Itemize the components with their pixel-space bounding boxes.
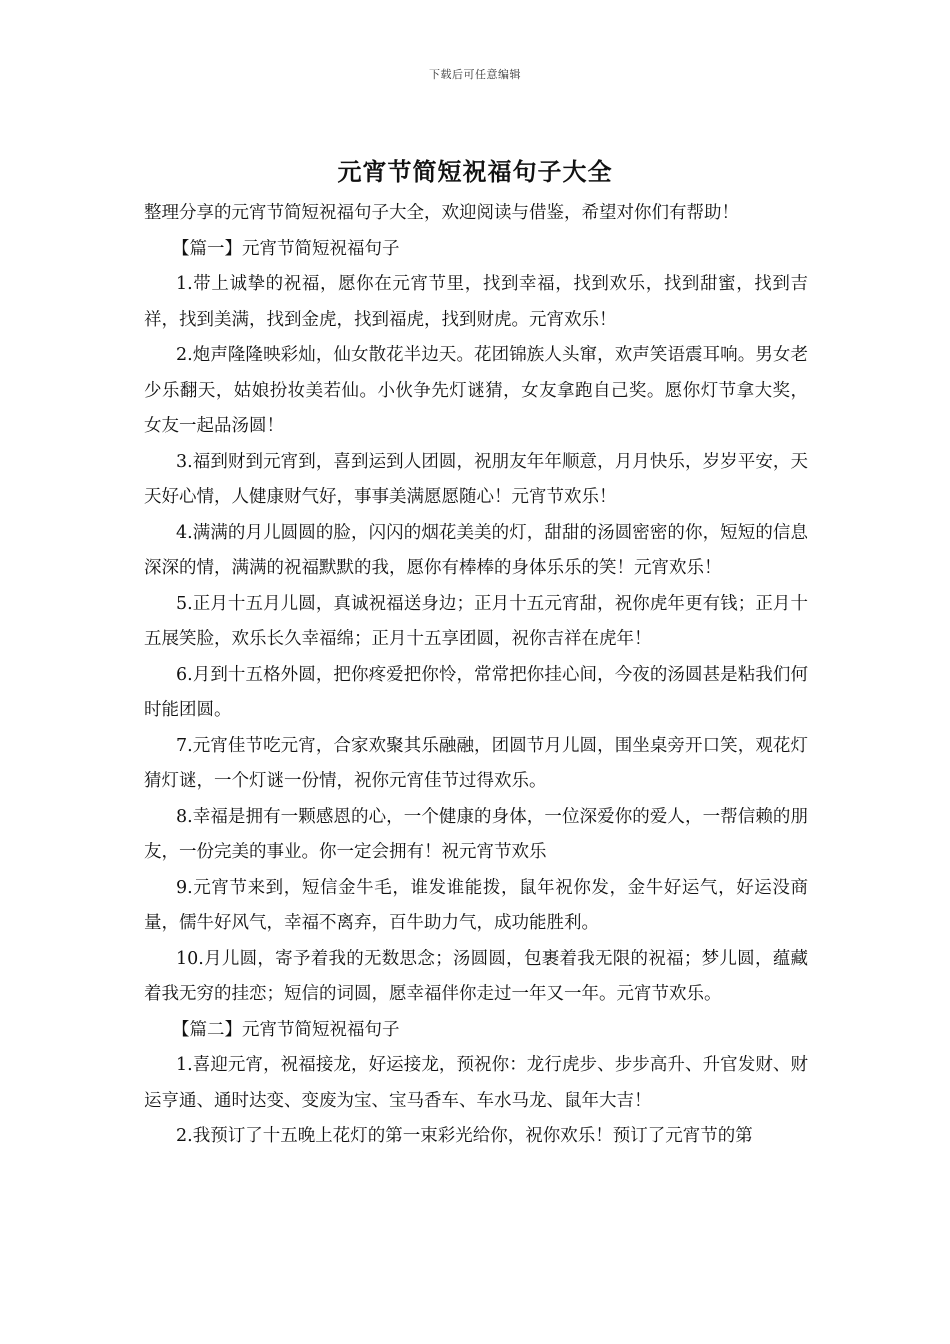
blessing-item: 6.月到十五格外圆，把你疼爱把你怜，常常把你挂心间，今夜的汤圆甚是粘我们何时能团圆。 (144, 664, 808, 720)
header-note: 下载后可任意编辑 (429, 68, 521, 81)
blessing-item: 8.幸福是拥有一颗感恩的心，一个健康的身体，一位深爱你的爱人，一帮信赖的朋友，一份完美的事业。你一定会拥有！祝元宵节欢乐 (144, 806, 808, 862)
blessing-item: 1.喜迎元宵，祝福接龙，好运接龙，预祝你：龙行虎步、步步高升、升官发财、财运亨通、通时达变、变废为宝、宝马香车、车水马龙、鼠年大吉！ (144, 1055, 808, 1111)
section-heading-2: 【篇二】元宵节简短祝福句子 (172, 1019, 400, 1040)
intro-paragraph: 整理分享的元宵节简短祝福句子大全，欢迎阅读与借鉴，希望对你们有帮助！ (144, 203, 739, 223)
blessing-item: 10.月儿圆，寄予着我的无数思念；汤圆圆，包裹着我无限的祝福；梦儿圆，蕴藏着我无穷的挂恋；短信的词圆，愿幸福伴你走过一年又一年。元宵节欢乐。 (144, 948, 808, 1004)
blessing-item: 9.元宵节来到，短信金牛毛，谁发谁能拨，鼠年祝你发，金牛好运气，好运没商量，儒牛好风气，幸福不离弃，百牛助力气，成功能胜利。 (144, 877, 808, 933)
section-heading-1: 【篇一】元宵节简短祝福句子 (172, 238, 400, 259)
blessing-item: 2.我预订了十五晚上花灯的第一束彩光给你，祝你欢乐！预订了元宵节的第 (176, 1126, 753, 1146)
blessing-item: 4.满满的月儿圆圆的脸，闪闪的烟花美美的灯，甜甜的汤圆密密的你，短短的信息深深的情，满满的祝福默默的我，愿你有棒棒的身体乐乐的笑！元宵欢乐！ (144, 522, 808, 578)
document-body (144, 196, 808, 1155)
blessing-item: 7.元宵佳节吃元宵，合家欢聚其乐融融，团圆节月儿圆，围坐桌旁开口笑，观花灯猜灯谜，一个灯谜一份情，祝你元宵佳节过得欢乐。 (144, 735, 808, 791)
blessing-item: 5.正月十五月儿圆，真诚祝福送身边；正月十五元宵甜，祝你虎年更有钱；正月十五展笑脸，欢乐长久幸福绵；正月十五享团圆，祝你吉祥在虎年！ (144, 593, 808, 649)
blessing-item: 1.带上诚挚的祝福，愿你在元宵节里，找到幸福，找到欢乐，找到甜蜜，找到吉祥，找到美满，找到金虎，找到福虎，找到财虎。元宵欢乐！ (144, 274, 808, 330)
blessing-item: 3.福到财到元宵到，喜到运到人团圆，祝朋友年年顺意，月月快乐，岁岁平安，天天好心情，人健康财气好，事事美满愿愿随心！元宵节欢乐！ (144, 451, 808, 507)
document-title: 元宵节简短祝福句子大全 (337, 157, 613, 186)
blessing-item: 2.炮声隆隆映彩灿，仙女散花半边天。花团锦族人头窜，欢声笑语震耳响。男女老少乐翻天，姑娘扮妆美若仙。小伙争先灯谜猜，女友拿跑自己奖。愿你灯节拿大奖，女友一起品汤圆！ (144, 345, 808, 436)
